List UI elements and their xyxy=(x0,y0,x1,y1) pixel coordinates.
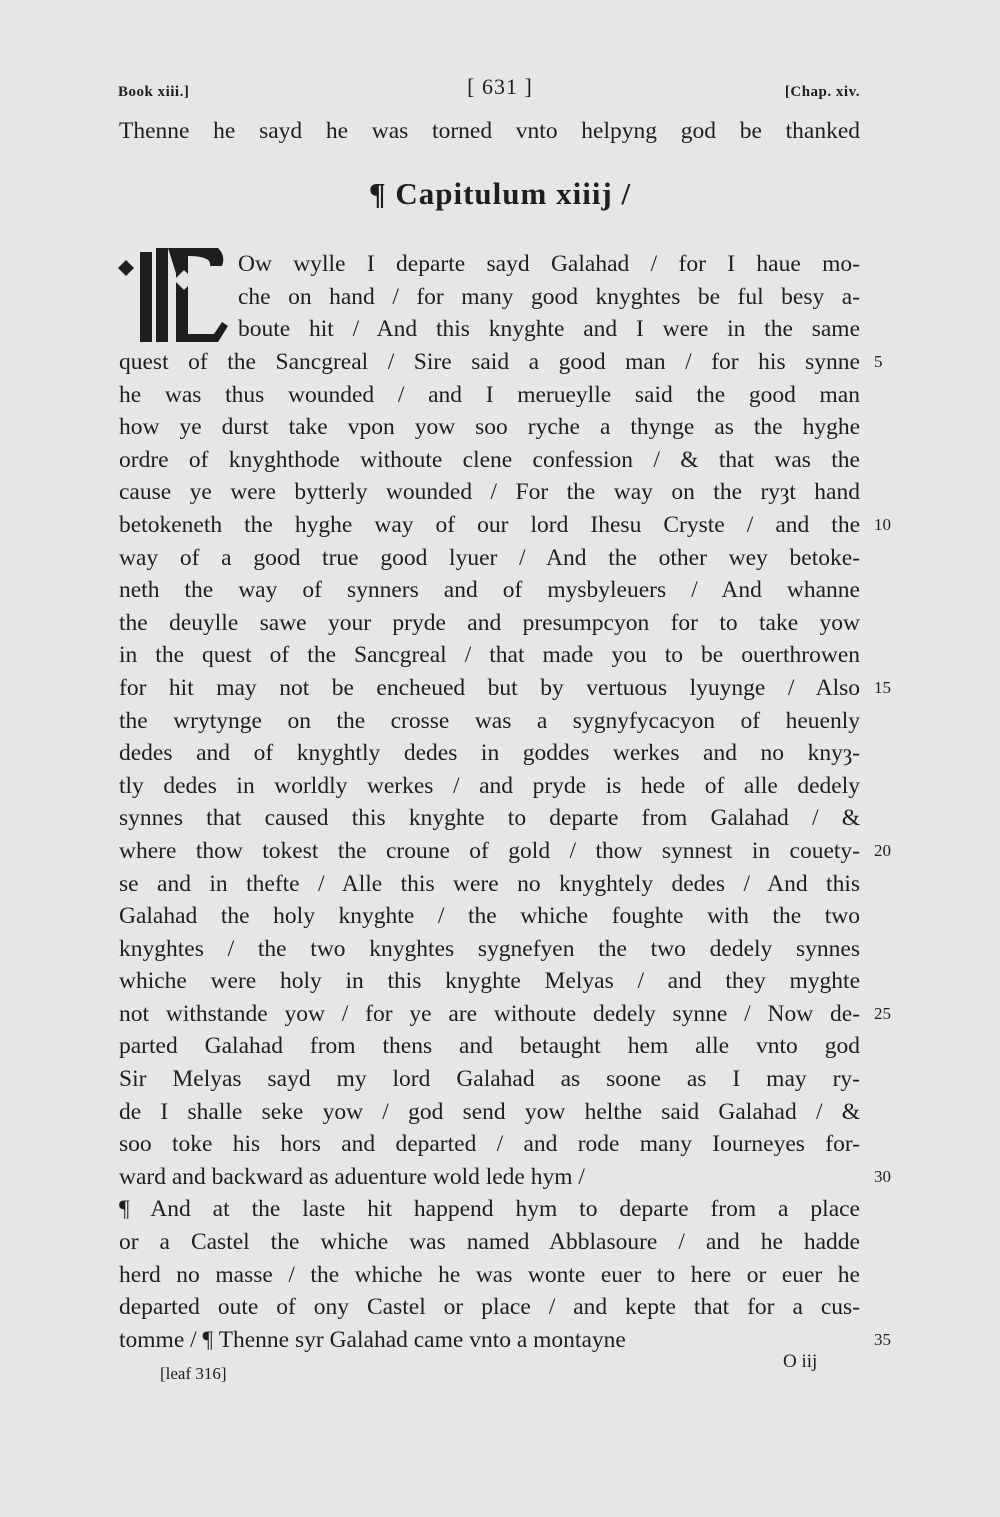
line-number: 10 xyxy=(874,515,891,534)
text-line: in the quest of the Sancgreal / that made you to be ouerthrowen xyxy=(119,642,860,669)
running-head-chapter: [Chap. xiv. xyxy=(784,84,860,100)
page-number: [ 631 ] xyxy=(467,74,533,99)
text-line: parted Galahad from thens and betaught hem alle vnto god xyxy=(119,1033,860,1060)
text-line: soo toke his hors and departed / and rode many Iourneyes for- xyxy=(119,1131,860,1158)
text-line: Sir Melyas sayd my lord Galahad as soone as I may ry- xyxy=(119,1066,860,1093)
line-number: 15 xyxy=(874,678,891,697)
line-number: 5 xyxy=(874,352,883,371)
leaf-reference: [leaf 316] xyxy=(160,1364,227,1383)
text-line: boute hit / And this knyghte and I were in the same xyxy=(238,316,860,343)
text-line: de I shalle seke yow / god send yow helthe said Galahad / & xyxy=(119,1098,860,1125)
line-number: 30 xyxy=(874,1167,891,1186)
text-line: herd no masse / the whiche he was wonte euer to here or euer he xyxy=(119,1261,860,1288)
text-line: way of a good true good lyuer / And the other wey betoke- xyxy=(119,544,860,571)
text-line: tomme / ¶ Thenne syr Galahad came vnto a montayne xyxy=(119,1326,626,1353)
text-line: tly dedes in worldly werkes / and pryde is hede of alle dedely xyxy=(119,772,860,799)
text-line: che on hand / for many good knyghtes be ful besy a- xyxy=(238,283,860,310)
text-line: not withstande yow / for ye are withoute dedely synne / Now de- xyxy=(119,1000,860,1027)
text-line: cause ye were bytterly wounded / For the way on the ryȝt hand xyxy=(119,479,860,506)
line-number: 25 xyxy=(874,1004,891,1023)
text-line: he was thus wounded / and I merueylle said the good man xyxy=(119,381,860,408)
text-line: knyghtes / the two knyghtes sygnefyen the two dedely synnes xyxy=(119,935,860,962)
text-line: ward and backward as aduenture wold lede hym / xyxy=(119,1163,585,1190)
signature-mark: O iij xyxy=(783,1351,818,1372)
continuation-line: Thenne he sayd he was torned vnto helpyng god be thanked xyxy=(119,118,860,144)
line-number: 35 xyxy=(874,1330,891,1349)
text-line: quest of the Sancgreal / Sire said a good man / for his synne xyxy=(119,349,860,375)
running-head-book: Book xiii.] xyxy=(118,84,190,100)
text-line: departed oute of ony Castel or place / and kepte that for a cus- xyxy=(119,1294,860,1321)
text-line: ordre of knyghthode withoute clene confession / & that was the xyxy=(119,446,860,473)
text-line: the wrytynge on the crosse was a sygnyfycacyon of heuenly xyxy=(119,707,860,734)
text-line: the deuylle sawe your pryde and presumpcyon for to take yow xyxy=(119,609,860,636)
text-line: whiche were holy in this knyghte Melyas / and they myghte xyxy=(119,968,860,995)
drop-cap-initial xyxy=(118,246,230,344)
text-line: Ow wylle I departe sayd Galahad / for I haue mo- xyxy=(238,251,860,277)
text-line: ¶ And at the laste hit happend hym to departe from a place xyxy=(119,1196,860,1223)
body-text xyxy=(119,346,860,1356)
text-line: se and in thefte / Alle this were no knyghtely dedes / And this xyxy=(119,870,860,897)
text-line: Galahad the holy knyghte / the whiche foughte with the two xyxy=(119,903,860,930)
text-line: how ye durst take vpon yow soo ryche a thynge as the hyghe xyxy=(119,414,860,441)
chapter-title: ¶ Capitulum xiiij / xyxy=(368,176,632,211)
text-line: neth the way of synners and of mysbyleuers / And whanne xyxy=(119,577,860,604)
text-line: dedes and of knyghtly dedes in goddes werkes and no knyȝ- xyxy=(119,740,860,767)
drop-cap-paragraph xyxy=(238,248,860,346)
text-line: for hit may not be encheued but by vertuous lyuynge / Also xyxy=(119,674,860,701)
text-line: synnes that caused this knyghte to departe from Galahad / & xyxy=(119,805,860,832)
line-number: 20 xyxy=(874,841,891,860)
text-line: betokeneth the hyghe way of our lord Ihesu Cryste / and the xyxy=(119,511,860,538)
text-line: or a Castel the whiche was named Abblasoure / and he hadde xyxy=(119,1229,860,1256)
drop-cap-letter: N xyxy=(118,246,119,247)
text-line: where thow tokest the croune of gold / thow synnest in couety- xyxy=(119,837,860,864)
